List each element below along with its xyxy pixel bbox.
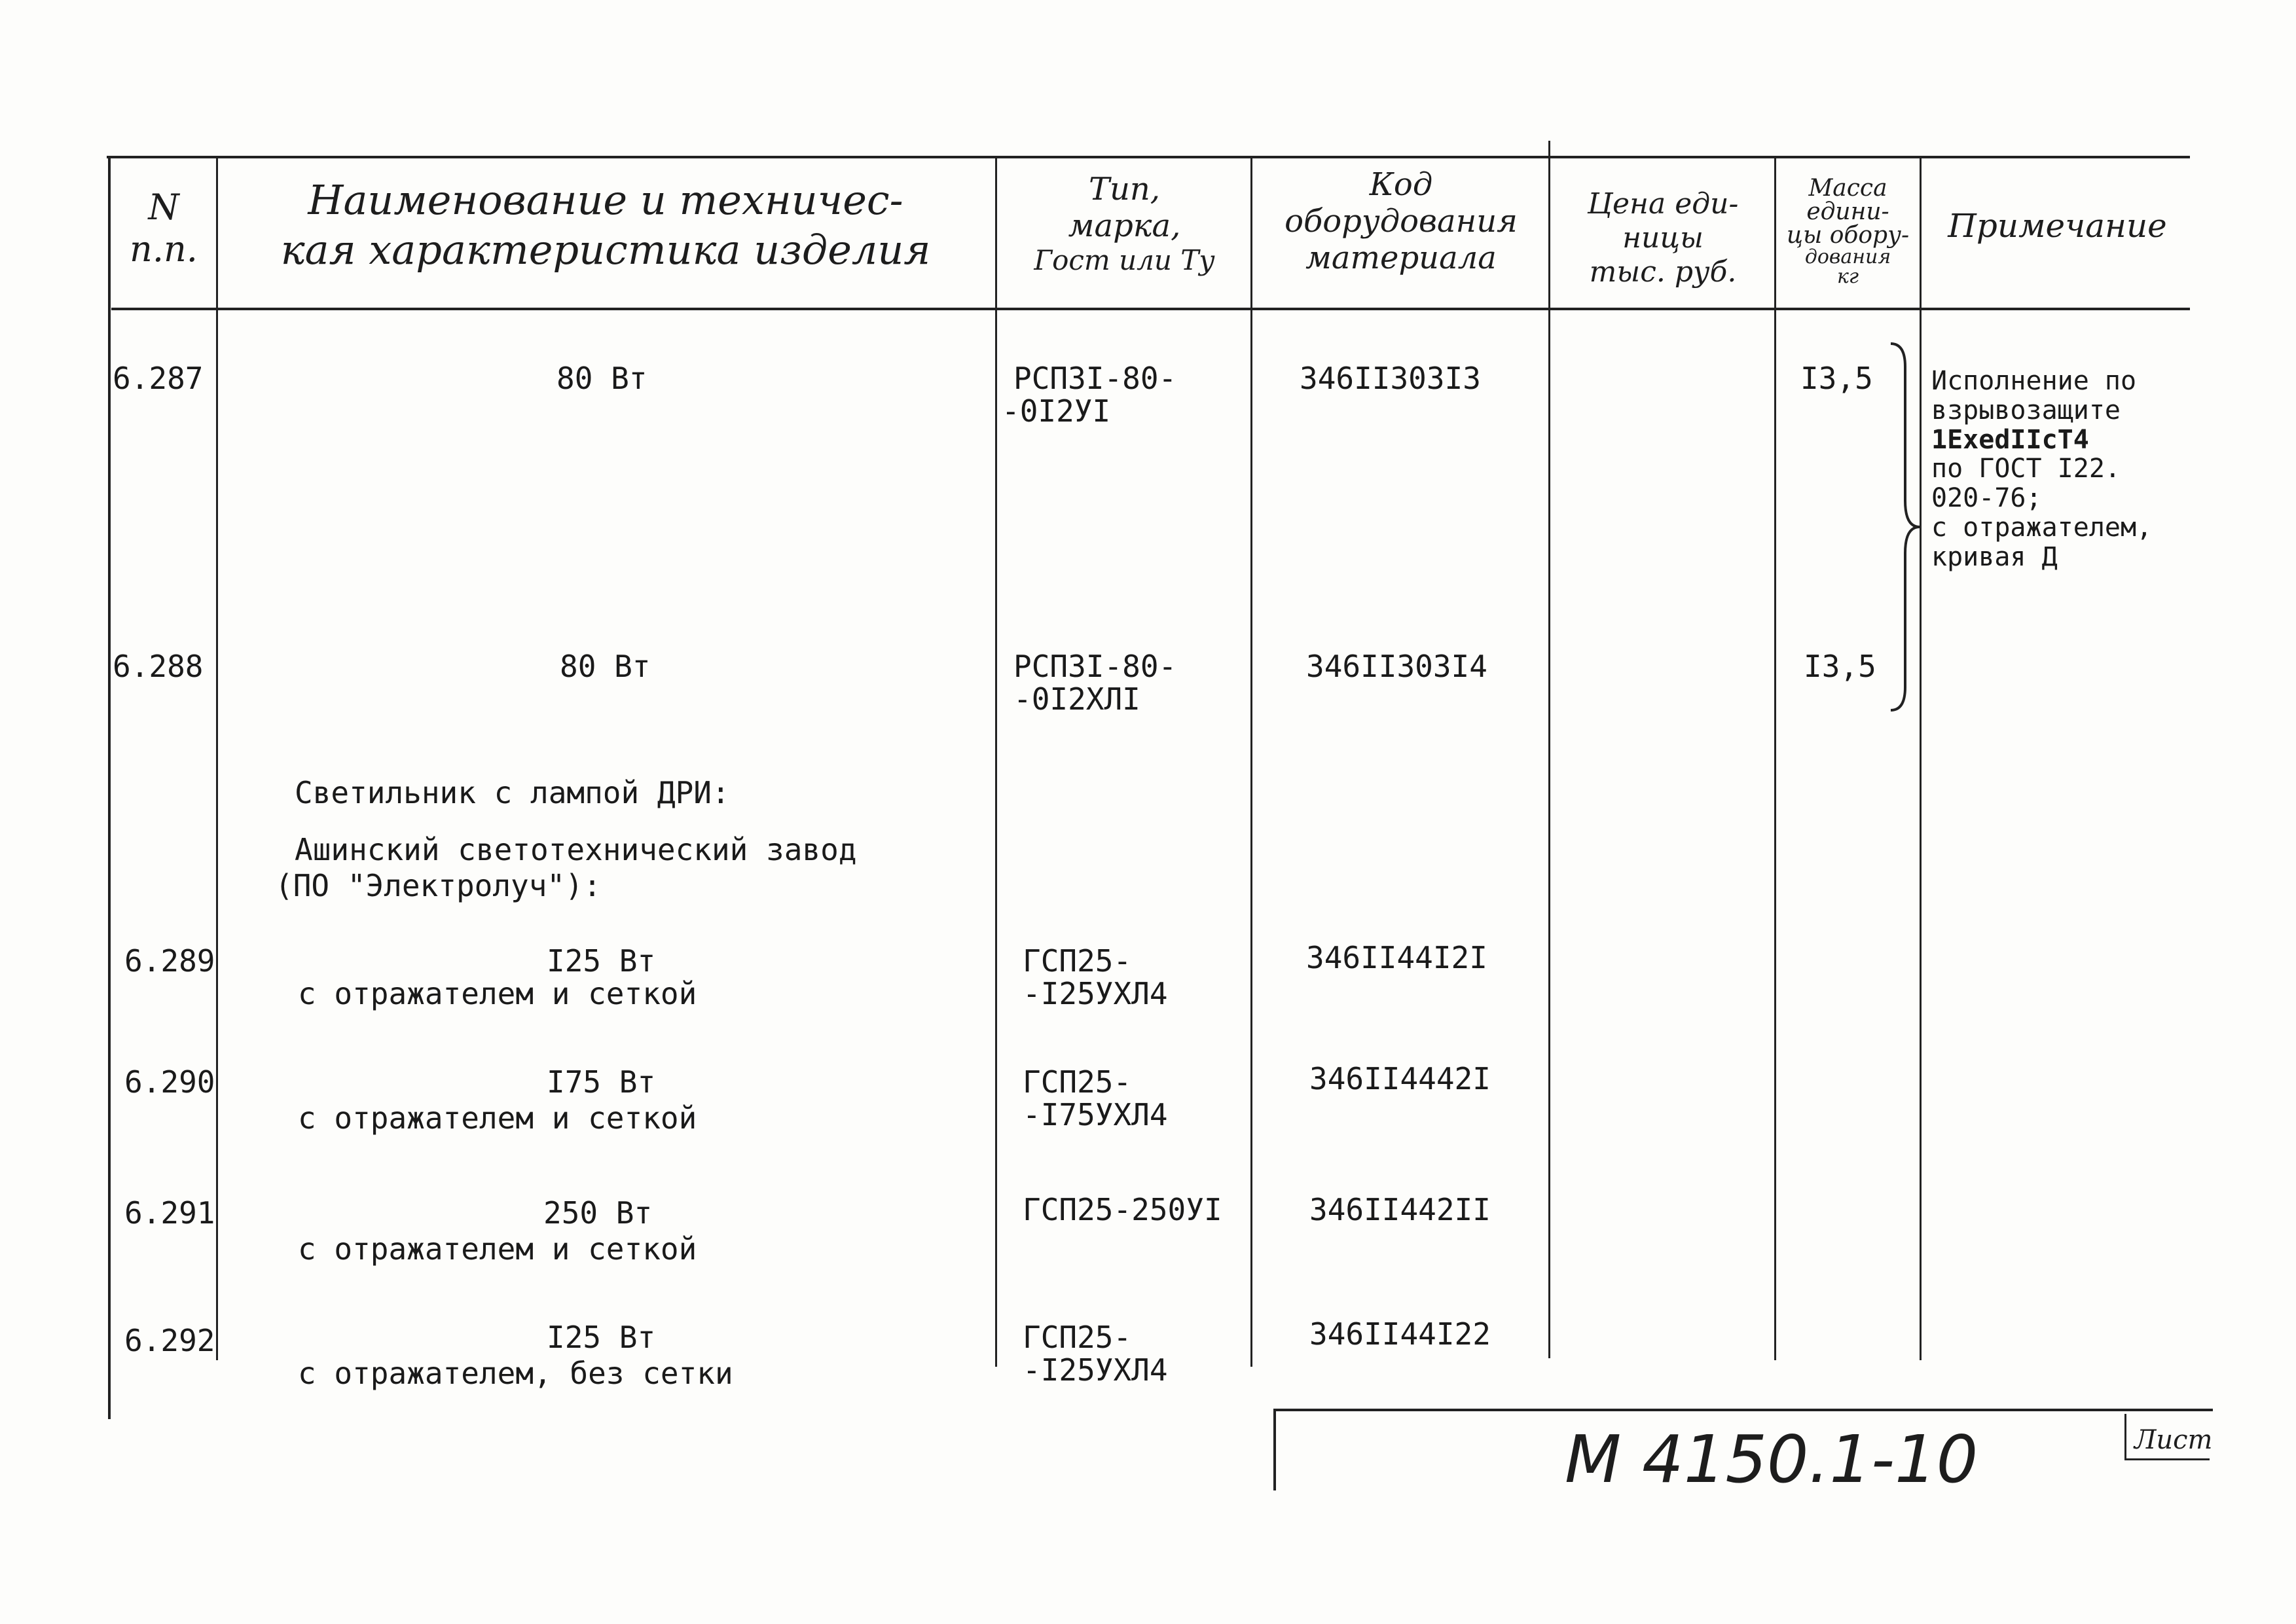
row-code: 346II442II xyxy=(1309,1192,1491,1227)
col-line-7 xyxy=(1920,156,1922,1360)
row-number: 6.292 xyxy=(124,1323,215,1358)
row-name: 80 Вт xyxy=(560,649,651,684)
stamp-sheet-bottom xyxy=(2124,1458,2210,1460)
row-type-cont: -I25УХЛ4 xyxy=(1023,1352,1168,1388)
group-maker: Ашинский светотехнический завод xyxy=(295,832,857,867)
col-line-2 xyxy=(216,156,218,1360)
row-name-detail: с отражателем и сеткой xyxy=(298,1231,697,1267)
row-type: РСП3I-80- xyxy=(1013,649,1177,684)
col-line-6 xyxy=(1774,156,1776,1360)
row-name: I75 Вт xyxy=(547,1064,656,1100)
stamp-top-border xyxy=(1273,1409,2213,1411)
group-title: Светильник с лампой ДРИ: xyxy=(295,775,730,810)
stamp-sheet-divider xyxy=(2124,1414,2126,1460)
row-type-cont: -I25УХЛ4 xyxy=(1023,976,1168,1011)
row-code: 346II303I3 xyxy=(1300,361,1481,396)
row-name: I25 Вт xyxy=(547,943,656,979)
header-bottom-border xyxy=(111,308,2190,310)
note-text: Исполнение по взрывозащите 1ExedIIсТ4 по ГОСТ I22. 020-76; с отражателем, кривая Д xyxy=(1931,366,2153,572)
table-top-border xyxy=(107,156,2190,158)
row-type: ГСП25- xyxy=(1023,1320,1132,1355)
row-type-cont: -I75УХЛ4 xyxy=(1023,1097,1168,1132)
stamp-left-border xyxy=(1273,1409,1276,1490)
row-type: ГСП25- xyxy=(1023,1064,1132,1100)
document-code: М 4150.1-10 xyxy=(1565,1421,1978,1498)
row-code: 346II44I22 xyxy=(1309,1316,1491,1352)
row-type: ГСП25- xyxy=(1023,943,1132,979)
row-type-cont: -0I2УI xyxy=(1002,393,1111,429)
col-line-3 xyxy=(995,156,997,1367)
row-number: 6.287 xyxy=(113,361,204,396)
row-type: РСП3I-80- xyxy=(1013,361,1177,396)
sheet-label: Лист xyxy=(2134,1425,2213,1455)
row-mass: I3,5 xyxy=(1800,361,1873,396)
row-name: 250 Вт xyxy=(543,1195,653,1231)
row-code: 346II44I2I xyxy=(1306,940,1487,975)
group-maker-cont: (ПО "Электролуч"): xyxy=(275,868,602,903)
header-num: N п.п. xyxy=(130,187,198,270)
col-line-4 xyxy=(1250,156,1252,1367)
row-name: I25 Вт xyxy=(547,1320,656,1355)
col-line-1 xyxy=(108,156,111,1419)
row-code: 346II4442I xyxy=(1309,1061,1491,1096)
row-name: 80 Вт xyxy=(556,361,647,396)
row-code: 346II303I4 xyxy=(1306,649,1487,684)
row-number: 6.290 xyxy=(124,1064,215,1100)
row-name-detail: с отражателем и сеткой xyxy=(298,1100,697,1136)
row-number: 6.291 xyxy=(124,1195,215,1231)
header-price: Цена еди- ницы тыс. руб. xyxy=(1587,187,1739,289)
row-mass: I3,5 xyxy=(1804,649,1876,684)
header-code: Код оборудования материала xyxy=(1285,166,1518,276)
row-type: ГСП25-250УI xyxy=(1023,1192,1222,1227)
row-number: 6.288 xyxy=(113,649,204,684)
row-name-detail: с отражателем, без сетки xyxy=(298,1356,733,1391)
header-note: Примечание xyxy=(1948,207,2167,245)
brace-bracket xyxy=(1886,340,1925,713)
row-type-cont: -0I2ХЛI xyxy=(1013,681,1140,717)
col-line-5 xyxy=(1548,141,1550,1358)
row-name-detail: с отражателем и сеткой xyxy=(298,976,697,1011)
header-mass: Масса едини- цы обору- дования кг xyxy=(1786,175,1910,288)
header-type: Тип, марка, Гост или Ту xyxy=(1034,171,1215,276)
row-number: 6.289 xyxy=(124,943,215,979)
header-name: Наименование и техничес- кая характеристика изделия xyxy=(280,176,931,274)
